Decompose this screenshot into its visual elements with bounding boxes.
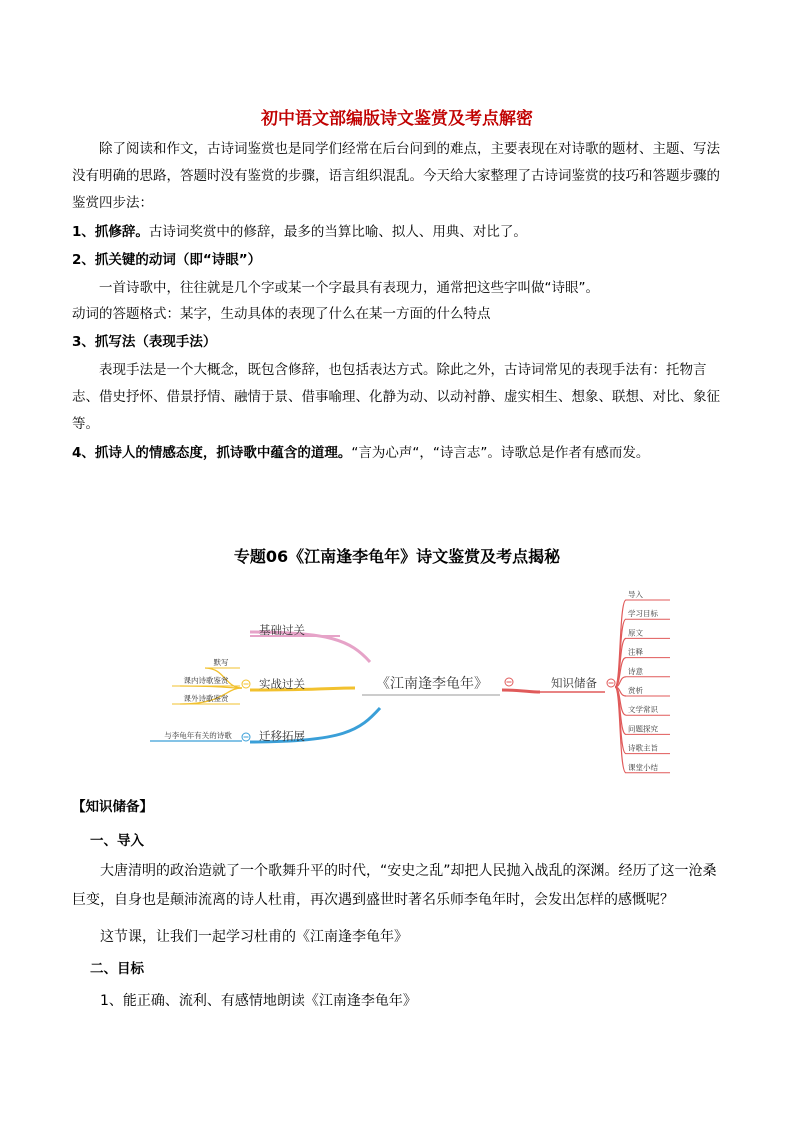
point-4-heading: 4、抓诗人的情感态度，抓诗歌中蕴含的道理。 — [72, 445, 352, 461]
branch-zhishi-line — [502, 690, 540, 692]
right-leaf-label: 诗歌主旨 — [628, 743, 658, 753]
leaf-kewai: 课外诗歌鉴赏 — [183, 694, 229, 703]
leaf-kenei: 课内诗歌鉴赏 — [183, 676, 229, 685]
branch-jichu: 基础过关 — [259, 623, 305, 637]
document-title: 初中语文部编版诗文鉴赏及考点解密 — [261, 109, 533, 129]
right-leaf-label: 文学常识 — [628, 705, 658, 715]
right-leaf-label: 赏析 — [628, 686, 643, 695]
daoru-paragraph: 大唐清明的政治造就了一个歌舞升平的时代，“安史之乱”却把人民抛入战乱的深渊。经历了这一沧桑巨变，自身也是颠沛流离的诗人杜甫，再次遇到盛世时著名乐师李龟年时，会发出怎样的感慨呢？ — [72, 863, 717, 908]
point-4-text: “言为心声“，“诗言志”。诗歌总是作者有感而发。 — [351, 445, 650, 461]
point-3-text: 表现手法是一个大概念，既包含修辞，也包括表达方式。除此之外，古诗词常见的表现手法有：托物言志、借史抒怀、借景抒情、融情于景、借事喻理、化静为动、以动衬静、虚实相生、想象、联想、对比、象征等。 — [72, 362, 720, 432]
heading-mubiao: 二、目标 — [90, 961, 144, 977]
branch-shizhan: 实战过关 — [259, 677, 305, 691]
right-leaf-label: 课堂小结 — [628, 762, 658, 772]
right-leaf-label: 导入 — [628, 590, 643, 599]
point-2-heading: 2、抓关键的动词（即“诗眼”） — [72, 252, 262, 268]
point-1-text: 古诗词奖赏中的修辞，最多的当算比喻、拟人、用典、对比了。 — [148, 224, 527, 240]
section-title: 专题06《江南逢李龟年》诗文鉴赏及考点揭秘 — [233, 547, 561, 566]
goal-1: 1、能正确、流利、有感情地朗读《江南逢李龟年》 — [100, 993, 417, 1009]
right-leaf-label: 原文 — [628, 628, 643, 638]
point-2-line-1: 一首诗歌中，往往就是几个字或某一个字最具有表现力，通常把这些字叫做“诗眼”。 — [99, 280, 599, 296]
mindmap-center: 《江南逢李龟年》 — [376, 676, 488, 692]
right-leaf-label: 学习目标 — [628, 609, 658, 619]
heading-daoru: 一、导入 — [90, 833, 144, 849]
knowledge-heading: 【知识储备】 — [72, 799, 153, 815]
right-leaf-label: 诗意 — [628, 666, 643, 676]
right-leaf-label: 注释 — [628, 647, 643, 657]
right-leaf-label: 问题探究 — [628, 724, 658, 734]
mind-map — [0, 580, 794, 780]
point-1 — [72, 219, 728, 246]
point-4 — [72, 440, 728, 467]
leaf-youguan: 与李龟年有关的诗歌 — [164, 731, 232, 740]
point-3-heading: 3、抓写法（表现手法） — [72, 334, 217, 350]
leaf-moxie: 默写 — [213, 658, 229, 667]
daoru-paragraph-2: 这节课，让我们一起学习杜甫的《江南逢李龟年》 — [100, 929, 408, 945]
point-2-line-2: 动词的答题格式：某字，生动具体的表现了什么在某一方面的什么特点 — [72, 306, 491, 322]
branch-zhishi: 知识储备 — [551, 676, 597, 690]
intro-paragraph: 除了阅读和作文，古诗词鉴赏也是同学们经常在后台问到的难点，主要表现在对诗歌的题材、主题、写法没有明确的思路，答题时没有鉴赏的步骤，语言组织混乱。今天给大家整理了古诗词鉴赏的技巧和答题步骤的鉴赏四步法： — [72, 141, 720, 211]
point-1-heading: 1、抓修辞。 — [72, 224, 149, 240]
right-leaves-group — [615, 589, 670, 773]
branch-qianyi: 迁移拓展 — [259, 729, 305, 743]
